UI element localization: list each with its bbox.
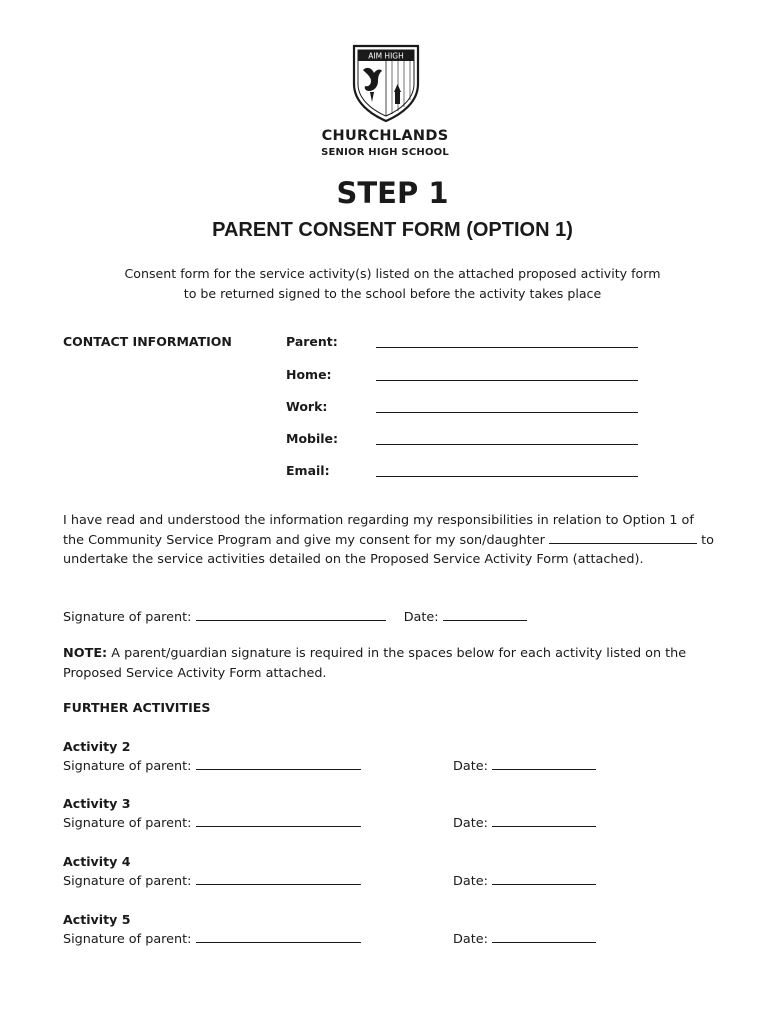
- further-activities-heading: FURTHER ACTIVITIES: [63, 700, 211, 715]
- consent-line-2-text: the Community Service Program and give my consent for my son/daughter: [63, 532, 545, 548]
- activity-3-date-row: [453, 815, 596, 831]
- consent-line-1: I have read and understood the information regarding my responsibilities in relation to Option 1 of: [63, 513, 694, 528]
- activity-3-signature-field[interactable]: [196, 815, 361, 827]
- consent-paragraph: [63, 511, 723, 570]
- school-subtitle: SENIOR HIGH SCHOOL: [321, 147, 449, 158]
- activity-4-title: Activity 4: [63, 854, 131, 869]
- email-field[interactable]: [376, 476, 638, 477]
- home-field[interactable]: [376, 380, 638, 381]
- activity-2-sig-label: Signature of parent:: [63, 759, 192, 774]
- activity-2-date-row: [453, 758, 596, 774]
- activity-3-sig-label: Signature of parent:: [63, 816, 192, 831]
- step-heading: STEP 1: [336, 176, 449, 210]
- activity-5-signature-row: [63, 931, 361, 947]
- activity-3-date-field[interactable]: [492, 815, 596, 827]
- activity-3-title: Activity 3: [63, 796, 131, 811]
- intro-line-1: Consent form for the service activity(s) listed on the attached proposed activity form: [124, 266, 661, 281]
- date-field[interactable]: [443, 609, 527, 621]
- form-title: PARENT CONSENT FORM (OPTION 1): [212, 219, 573, 241]
- activity-2-signature-field[interactable]: [196, 758, 361, 770]
- parent-field[interactable]: [376, 347, 638, 348]
- mobile-field[interactable]: [376, 444, 638, 445]
- svg-text:AIM HIGH: AIM HIGH: [368, 51, 404, 61]
- activity-2-date-label: Date:: [453, 759, 488, 774]
- activity-2-signature-row: [63, 758, 361, 774]
- school-crest-logo: [350, 44, 422, 122]
- note-line-1: A parent/guardian signature is required in the spaces below for each activity listed on the: [111, 646, 687, 661]
- activity-5-signature-field[interactable]: [196, 931, 361, 943]
- consent-line-2: [63, 531, 723, 551]
- school-name: CHURCHLANDS: [321, 128, 449, 144]
- activity-5-date-label: Date:: [453, 932, 488, 947]
- email-label: Email:: [286, 463, 330, 478]
- main-signature-row: [63, 609, 527, 625]
- activity-3-date-label: Date:: [453, 816, 488, 831]
- activity-5-title: Activity 5: [63, 912, 131, 927]
- note-label: NOTE:: [63, 646, 108, 661]
- activity-5-date-row: [453, 931, 596, 947]
- activity-4-date-field[interactable]: [492, 873, 596, 885]
- contact-heading: CONTACT INFORMATION: [63, 334, 232, 349]
- activity-4-date-row: [453, 873, 596, 889]
- signature-field[interactable]: [196, 609, 386, 621]
- activity-2-title: Activity 2: [63, 739, 131, 754]
- consent-line-2-end: to: [701, 532, 714, 548]
- date-label: Date:: [403, 610, 439, 625]
- activity-4-sig-label: Signature of parent:: [63, 874, 192, 889]
- mobile-label: Mobile:: [286, 431, 339, 446]
- activity-4-date-label: Date:: [453, 874, 488, 889]
- home-label: Home:: [286, 367, 332, 382]
- activity-5-date-field[interactable]: [492, 931, 596, 943]
- intro-line-2: to be returned signed to the school before the activity takes place: [183, 286, 602, 301]
- work-label: Work:: [286, 399, 328, 414]
- consent-line-3: undertake the service activities detailed on the Proposed Service Activity Form (attached).: [63, 552, 644, 567]
- signature-label: Signature of parent:: [63, 610, 192, 625]
- activity-5-sig-label: Signature of parent:: [63, 932, 192, 947]
- activity-3-signature-row: [63, 815, 361, 831]
- activity-4-signature-row: [63, 873, 361, 889]
- work-field[interactable]: [376, 412, 638, 413]
- activity-2-date-field[interactable]: [492, 758, 596, 770]
- son-daughter-field[interactable]: [549, 532, 697, 544]
- note-line-2: Proposed Service Activity Form attached.: [63, 665, 327, 681]
- note-paragraph: [63, 644, 723, 683]
- parent-label: Parent:: [286, 334, 338, 349]
- activity-4-signature-field[interactable]: [196, 873, 361, 885]
